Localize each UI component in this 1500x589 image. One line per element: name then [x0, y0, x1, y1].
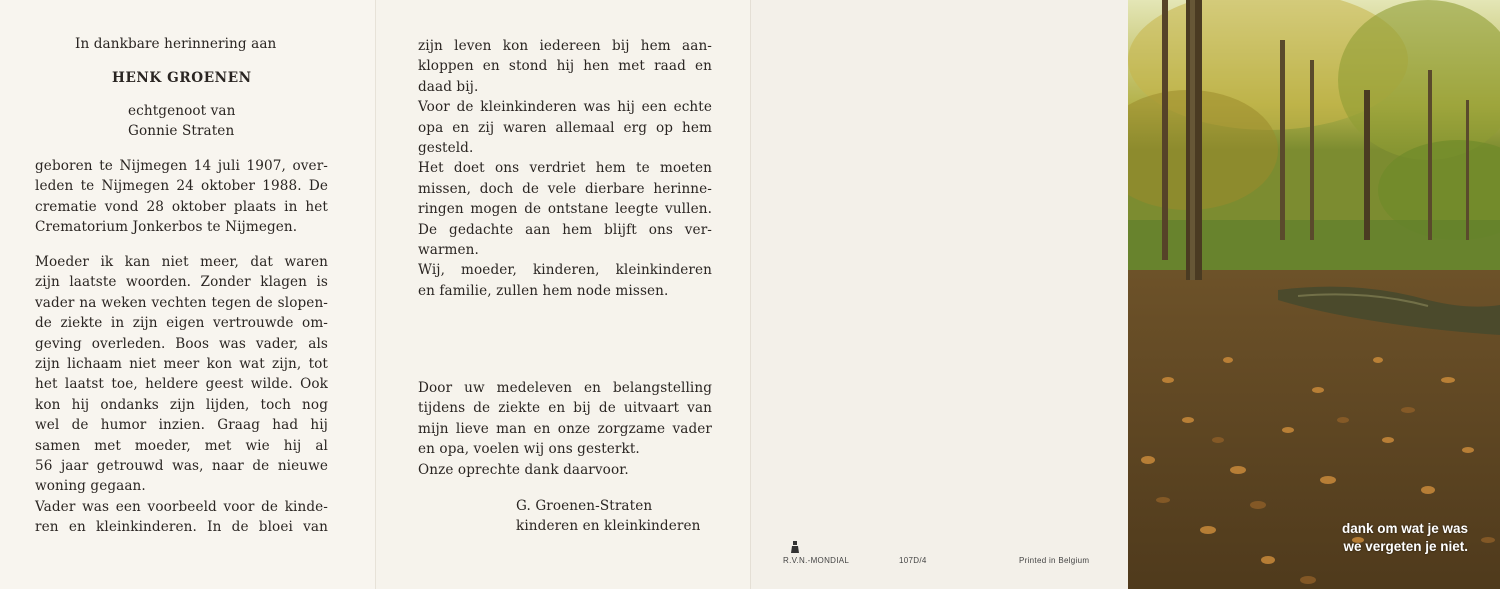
- text-line: Voor de kleinkinderen was hij een echte: [418, 99, 712, 116]
- publisher-name: R.V.N.-MONDIAL: [783, 556, 850, 565]
- text-line: daad bij.: [418, 78, 479, 95]
- spouse-block: [128, 101, 328, 142]
- photo-caption: [1308, 520, 1468, 556]
- text-line: Vader was een voorbeeld voor de kinde-: [35, 498, 328, 515]
- thanks-line: tijdens de ziekte en bij de uitvaart van: [418, 400, 712, 417]
- spouse-label: echtgenoot van: [128, 103, 236, 119]
- thanks-line: Onze oprechte dank daarvoor.: [418, 461, 629, 478]
- text-line: ringen mogen de ontstane leegte vullen.: [418, 201, 712, 218]
- birth-line: leden te Nijmegen 24 oktober 1988. De: [35, 178, 328, 195]
- text-line: ren en kleinkinderen. In de bloei van: [35, 519, 328, 536]
- birth-line: Crematorium Jonkerbos te Nijmegen.: [35, 219, 298, 236]
- thank-you-paragraph: [418, 378, 712, 480]
- dedication-heading: In dankbare herinnering aan: [75, 36, 277, 52]
- text-line: samen met moeder, met wie hij al: [35, 437, 328, 454]
- caption-line: we vergeten je niet.: [1343, 539, 1468, 554]
- text-line: zijn laatste woorden. Zonder klagen is: [35, 274, 328, 291]
- text-line: zijn lichaam niet meer kon wat zijn, tot: [35, 356, 328, 373]
- signature-family: kinderen en kleinkinderen: [516, 518, 701, 535]
- text-line: De gedachte aan hem blijft ons ver-: [418, 221, 712, 238]
- text-line: Wij, moeder, kinderen, kleinkinderen: [418, 262, 712, 279]
- deceased-name: HENK GROENEN: [112, 70, 252, 86]
- birth-line: crematie vond 28 oktober plaats in het: [35, 198, 328, 215]
- text-line: het laatst toe, heldere geest wilde. Ook: [35, 376, 328, 393]
- birth-death-paragraph: [35, 156, 328, 238]
- card-panel-left: [0, 0, 375, 589]
- forest-photo: [1128, 0, 1500, 589]
- card-panel-blank: [750, 0, 1129, 589]
- text-line: Het doet ons verdriet hem te moeten: [418, 160, 712, 177]
- caption-line: dank om wat je was: [1341, 521, 1468, 536]
- publisher-logo-icon: [790, 541, 800, 553]
- text-line: 56 jaar getrouwd was, naar de nieuwe: [35, 458, 328, 475]
- signature-name: G. Groenen-Straten: [516, 498, 653, 514]
- text-line: en familie, zullen hem node missen.: [418, 282, 669, 299]
- card-panel-photo: [1128, 0, 1500, 589]
- memorial-text-column-1: [35, 252, 328, 538]
- printed-in: Printed in Belgium: [1019, 556, 1090, 565]
- text-line: opa en zij waren allemaal erg op hem: [418, 119, 712, 136]
- text-line: woning gegaan.: [35, 478, 146, 495]
- text-line: wel de humor inzien. Graag had hij: [35, 417, 328, 434]
- thanks-line: Door uw medeleven en belangstelling: [418, 380, 712, 396]
- text-line: gesteld.: [418, 140, 474, 157]
- text-line: vader na weken vechten tegen de slopen-: [35, 294, 328, 311]
- spouse-name: Gonnie Straten: [128, 123, 235, 140]
- text-line: missen, doch de vele dierbare herinne-: [418, 180, 712, 197]
- thanks-line: mijn lieve man en onze zorgzame vader: [418, 420, 712, 437]
- text-line: warmen.: [418, 242, 479, 259]
- text-line: geving overleden. Boos was vader, als: [35, 335, 328, 352]
- text-line: kon hij ondanks zijn lijden, toch nog: [35, 396, 328, 413]
- text-line: zijn leven kon iedereen bij hem aan-: [418, 38, 712, 54]
- product-code: 107D/4: [899, 556, 927, 565]
- signature-block: [516, 496, 736, 537]
- text-line: Moeder ik kan niet meer, dat waren: [35, 254, 328, 270]
- birth-line: geboren te Nijmegen 14 juli 1907, over-: [35, 158, 328, 174]
- text-line: kloppen en stond hij hen met raad en: [418, 58, 712, 75]
- memorial-text-column-2: [418, 36, 712, 301]
- thanks-line: en opa, voelen wij ons gesterkt.: [418, 441, 640, 458]
- text-line: de ziekte in zijn eigen vertrouwde om-: [35, 315, 328, 332]
